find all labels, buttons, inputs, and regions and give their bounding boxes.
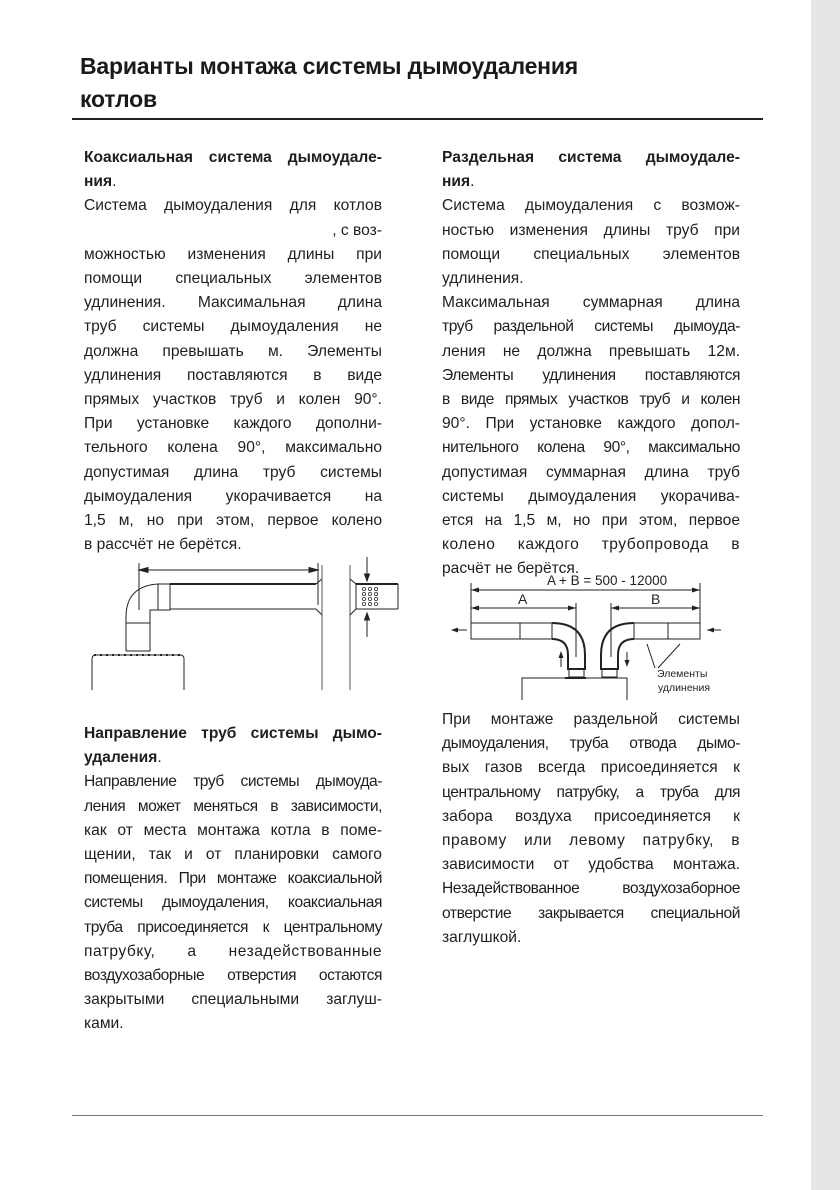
paragraph-line: дымоудаления укорачивается на bbox=[84, 487, 382, 505]
paragraph-line: закрытыми специальными заглуш- bbox=[84, 991, 382, 1009]
paragraph-line: помещения. При монтаже коаксиальной bbox=[84, 870, 382, 888]
paragraph-line: , с воз- bbox=[332, 221, 382, 239]
section-separate-system bbox=[442, 146, 740, 582]
paragraph-line: забора воздуха присоединяется к bbox=[442, 807, 740, 825]
paragraph-line: ется на 1,5 м, но при этом, первое bbox=[442, 512, 740, 530]
paragraph-line: ления не должна превышать 12м. bbox=[442, 342, 740, 360]
paragraph-line: труб системы дымоудаления не bbox=[84, 318, 382, 336]
paragraph-line: должна превышать м. Элементы bbox=[84, 342, 382, 360]
paragraph-line: тельного колена 90°, максимально bbox=[84, 439, 382, 457]
page-title-line-2: котлов bbox=[80, 86, 157, 112]
paragraph-line: щении, так и от планировки самого bbox=[84, 846, 382, 864]
paragraph-line: зависимости от удобства монтажа. bbox=[442, 856, 740, 874]
section-pipe-direction bbox=[84, 722, 382, 1037]
paragraph-line: колено каждого трубопровода в bbox=[442, 536, 740, 554]
title-divider bbox=[72, 118, 763, 120]
footer-divider bbox=[72, 1115, 763, 1116]
paragraph-line: Система дымоудаления для котлов bbox=[84, 197, 382, 215]
paragraph-line: ления может меняться в зависимости, bbox=[84, 797, 382, 815]
dimension-label-total: A + B = 500 - 12000 bbox=[547, 573, 668, 588]
paragraph-line: допустимая длина труб системы bbox=[84, 463, 382, 481]
section-heading-cont: удаления. bbox=[84, 749, 162, 767]
section-heading-cont: ния. bbox=[442, 173, 475, 191]
separate-flue-drawing bbox=[440, 565, 740, 705]
paragraph-line: Элементы удлинения поставляются bbox=[442, 366, 740, 384]
paragraph-line: удлинения. bbox=[442, 270, 524, 288]
page-side-strip bbox=[811, 0, 840, 1190]
coaxial-flue-diagram bbox=[80, 555, 400, 695]
paragraph-line: вых газов всегда присоединяется к bbox=[442, 759, 740, 777]
paragraph-line: помощи специальных элементов bbox=[442, 245, 740, 263]
page-title bbox=[80, 50, 720, 116]
section-separate-mounting bbox=[442, 708, 740, 950]
section-heading: Направление труб системы дымо- bbox=[84, 725, 382, 742]
paragraph-line: Система дымоудаления с возмож- bbox=[442, 197, 740, 215]
callout-label-line-1: Элементы bbox=[657, 668, 708, 680]
paragraph-line: центральному патрубку, а труба для bbox=[442, 783, 740, 801]
paragraph-line: в рассчёт не берётся. bbox=[84, 536, 242, 554]
paragraph-line: отверстие закрывается специальной bbox=[442, 904, 740, 922]
paragraph-line: труба присоединяется к центральному bbox=[84, 918, 382, 936]
paragraph-line: Незадействованное воздухозаборное bbox=[442, 880, 740, 898]
paragraph-line: удлинения. Максимальная длина bbox=[84, 294, 382, 312]
paragraph-line: Максимальная суммарная длина bbox=[442, 294, 740, 312]
page-title-line-1: Варианты монтажа системы дымоудаления bbox=[80, 53, 579, 79]
section-heading: Коаксиальная система дымоудале- bbox=[84, 149, 382, 166]
paragraph-line: помощи специальных элементов bbox=[84, 270, 382, 288]
paragraph-line: 90°. При установке каждого допол- bbox=[442, 415, 740, 433]
paragraph-line: удлинения поставляются в виде bbox=[84, 366, 382, 384]
separate-flue-diagram bbox=[440, 565, 740, 705]
paragraph-line: ностью изменения длины труб при bbox=[442, 221, 740, 239]
paragraph-line: расчёт не берётся. bbox=[442, 560, 580, 578]
paragraph-line: допустимая суммарная длина труб bbox=[442, 463, 740, 481]
section-heading: Раздельная система дымоудале- bbox=[442, 149, 740, 166]
paragraph-line: системы дымоудаления, коаксиальная bbox=[84, 894, 382, 912]
paragraph-line: нительного колена 90°, максимально bbox=[442, 439, 740, 457]
paragraph-line: системы дымоудаления укорачива- bbox=[442, 487, 740, 505]
paragraph-line: воздухозаборные отверстия остаются bbox=[84, 967, 382, 985]
paragraph-line: как от места монтажа котла в поме- bbox=[84, 821, 382, 839]
paragraph-line: При установке каждого дополни- bbox=[84, 415, 382, 433]
coaxial-flue-drawing bbox=[80, 555, 400, 695]
dimension-label-b: B bbox=[651, 591, 661, 607]
paragraph-line: в виде прямых участков труб и колен bbox=[442, 391, 740, 409]
paragraph-line: труб раздельной системы дымоуда- bbox=[442, 318, 740, 336]
paragraph-line: При монтаже раздельной системы bbox=[442, 711, 740, 728]
section-coaxial-system bbox=[84, 146, 382, 557]
paragraph-line: Направление труб системы дымоуда- bbox=[84, 773, 382, 791]
paragraph-line: заглушкой. bbox=[442, 928, 522, 946]
paragraph-line: 1,5 м, но при этом, первое колено bbox=[84, 512, 382, 530]
callout-label-line-2: удлинения bbox=[658, 682, 711, 694]
paragraph-line: правому или левому патрубку, в bbox=[442, 832, 740, 850]
paragraph-line: можностью изменения длины при bbox=[84, 245, 382, 263]
paragraph-line: ками. bbox=[84, 1015, 124, 1033]
paragraph-line: прямых участков труб и колен 90°. bbox=[84, 391, 382, 409]
section-heading-cont: ния. bbox=[84, 173, 117, 191]
paragraph-line: патрубку, а незадействованные bbox=[84, 942, 382, 960]
paragraph-line: дымоудаления, труба отвода дымо- bbox=[442, 735, 740, 753]
dimension-label-a: A bbox=[518, 591, 528, 607]
